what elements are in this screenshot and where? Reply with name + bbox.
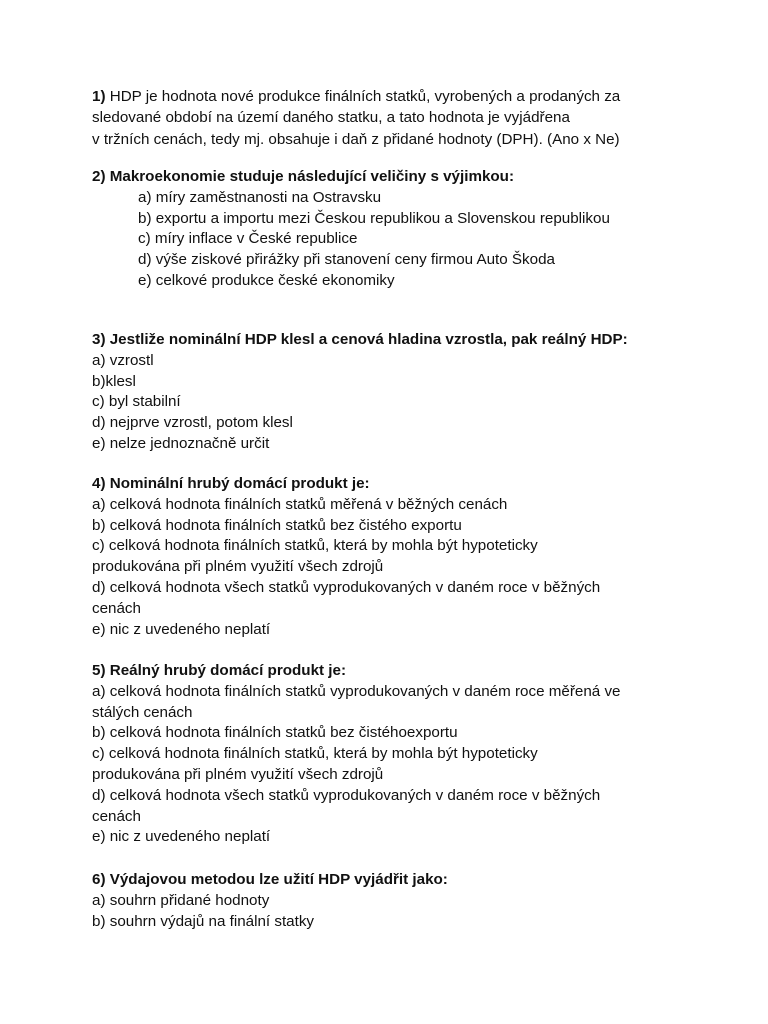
question-5-line: e) nic z uvedeného neplatí [92, 828, 271, 846]
question-4-line: c) celková hodnota finálních statků, která by mohla být hypoteticky [92, 537, 538, 555]
question-3-option-b: b)klesl [92, 372, 136, 390]
question-3-heading: 3) Jestliže nominální HDP klesl a cenová hladina vzrostla, pak reálný HDP: [92, 331, 628, 348]
question-6-option-a: a) souhrn přidané hodnoty [92, 891, 270, 909]
question-3-option-e: e) nelze jednoznačně určit [92, 434, 270, 452]
question-4-line: e) nic z uvedeného neplatí [92, 620, 271, 638]
question-1-line-2: sledované období na území daného statku, a tato hodnota je vyjádřena [92, 108, 570, 126]
question-5-line: c) celková hodnota finálních statků, která by mohla být hypoteticky [92, 745, 538, 763]
question-3 [92, 330, 692, 455]
question-4-line: b) celková hodnota finálních statků bez čistého exportu [92, 516, 462, 534]
question-2-option-d: d) výše ziskové přirážky při stanovení ceny firmou Auto Škoda [138, 251, 555, 269]
question-6 [92, 870, 692, 932]
question-2-option-b: b) exportu a importu mezi Českou republikou a Slovenskou republikou [138, 209, 610, 227]
question-1 [92, 87, 692, 150]
question-1-line-1 [92, 87, 692, 108]
question-5-line: stálých cenách [92, 703, 193, 721]
question-5-line: a) celková hodnota finálních statků vyprodukovaných v daném roce měřená ve [92, 682, 621, 700]
question-2 [92, 167, 692, 292]
question-1-number: 1) [92, 88, 106, 105]
question-3-option-a: a) vzrostl [92, 351, 154, 369]
question-4-line: produkována při plném využití všech zdrojů [92, 558, 384, 576]
question-5 [92, 661, 692, 848]
question-4-line: cenách [92, 599, 141, 617]
question-3-option-c: c) byl stabilní [92, 393, 181, 411]
question-5-heading: 5) Reálný hrubý domácí produkt je: [92, 662, 347, 679]
question-2-heading: 2) Makroekonomie studuje následující veličiny s výjimkou: [92, 168, 515, 185]
question-5-line: b) celková hodnota finálních statků bez čistéhoexportu [92, 724, 458, 742]
question-4-line: a) celková hodnota finálních statků měřená v běžných cenách [92, 495, 508, 513]
question-3-option-d: d) nejprve vzrostl, potom klesl [92, 414, 293, 432]
question-4 [92, 474, 692, 640]
question-2-option-e: e) celkové produkce české ekonomiky [138, 271, 395, 289]
question-5-line: d) celková hodnota všech statků vyprodukovaných v daném roce v běžných [92, 786, 601, 804]
question-6-heading: 6) Výdajovou metodou lze užití HDP vyjádřit jako: [92, 871, 448, 888]
question-5-line: cenách [92, 807, 141, 825]
question-5-line: produkována při plném využití všech zdrojů [92, 765, 384, 783]
question-1-text: HDP je hodnota nové produkce finálních statků, vyrobených a prodaných za [109, 88, 621, 105]
question-4-heading: 4) Nominální hrubý domácí produkt je: [92, 475, 370, 492]
question-1-line-3: v tržních cenách, tedy mj. obsahuje i daň z přidané hodnoty (DPH). (Ano x Ne) [92, 130, 620, 148]
question-2-option-c: c) míry inflace v České republice [138, 230, 358, 248]
question-4-line: d) celková hodnota všech statků vyprodukovaných v daném roce v běžných [92, 578, 601, 596]
question-2-option-a: a) míry zaměstnanosti na Ostravsku [138, 188, 382, 206]
question-6-option-b: b) souhrn výdajů na finální statky [92, 912, 315, 930]
